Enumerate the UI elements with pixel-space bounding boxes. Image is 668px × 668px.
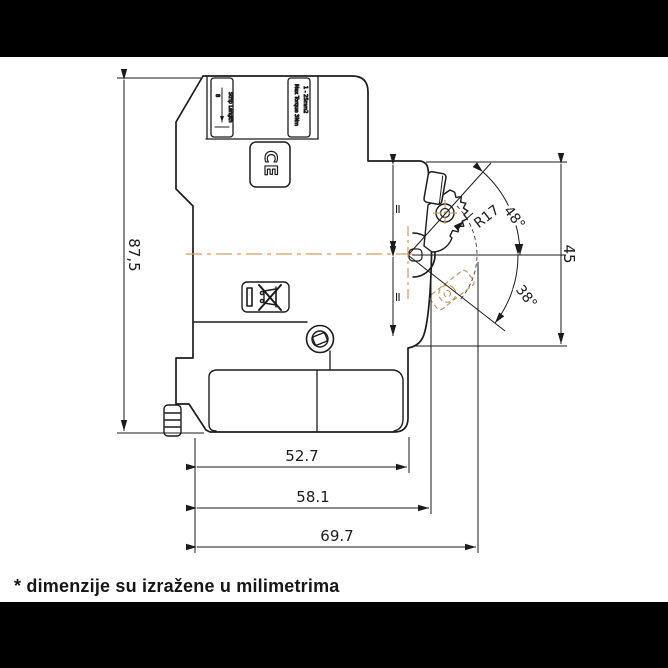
dim-text-52-7: 52.7 <box>285 447 319 465</box>
equal-mark-upper: = <box>389 203 405 215</box>
torque-label <box>288 78 310 137</box>
dim-text-38: 38° <box>512 282 540 312</box>
dim-text-height: 87,5 <box>125 238 143 272</box>
din-rail-clip <box>164 405 181 436</box>
dim-text-r17: R17 <box>471 202 503 232</box>
fixing-screw-icon <box>307 326 334 353</box>
strip-length-label <box>211 78 233 137</box>
ce-mark-text: CE <box>260 150 280 178</box>
ce-mark-icon <box>250 142 290 187</box>
dim-text-58-1: 58.1 <box>296 488 330 506</box>
strip-value-text: 8 <box>214 94 220 98</box>
dim-text-69-7: 69.7 <box>320 527 354 545</box>
equal-mark-lower: = <box>389 291 405 303</box>
wire-range-text: 1 - 25mm2 <box>302 86 308 114</box>
strip-length-text: Strip Length <box>227 92 233 123</box>
units-footnote: * dimenzije su izražene u milimetrima <box>14 576 340 596</box>
dim-text-45: 45 <box>560 244 578 264</box>
torque-text: Max Torque 3Nm <box>293 84 299 126</box>
weee-crossed-bin-icon <box>242 282 289 312</box>
dim-text-48: 48° <box>500 203 528 233</box>
